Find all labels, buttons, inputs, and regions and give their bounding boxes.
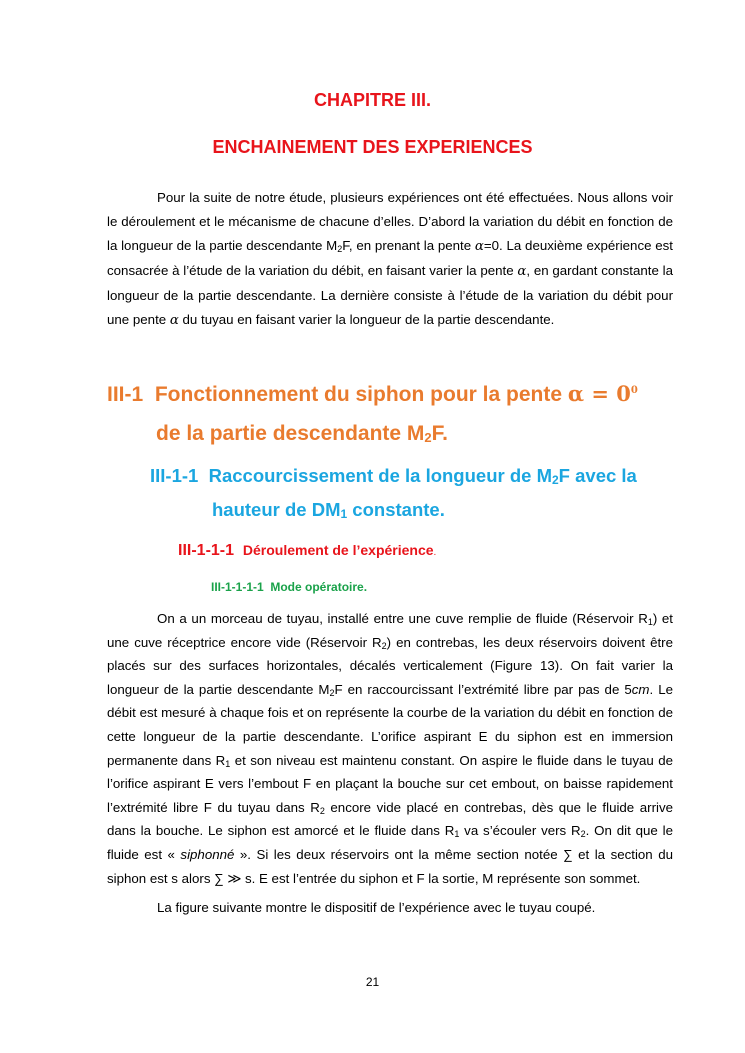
page-number: 21 [365,975,380,989]
body-paragraph: On a un morceau de tuyau, installé entre une cuve remplie de fluide (Réservoir $R_1$) et une cuve réceptrice encore vide (Réservoir $R_2$) en contrebas, les deux réservoirs doivent être placés sur des surfaces horizontales, décalés verticalement (Figure 13). On fait varier la longueur de la partie descendante $M_2F$ en raccourcissant l’extrémité libre par pas de 5cm. Le débit est mesuré à chaque fois et on représente la courbe de la variation du débit en fonction de cette longueur de la partie descendante. L’orifice aspirant E du siphon est en immersion permanente dans $R_1$ et son niveau est maintenu constant. On aspire le fluide dans le tuyau de l’orifice aspirant E vers l’embout F en plaçant la bouche sur cet embout, on baisse rapidement l’extrémité libre F du tuyau dans $R_2$ encore vide placé en contrebas, dès que le fluide arrive dans la bouche. Le siphon est amorcé et le fluide dans $R_1$ va s’écouler vers $R_2$. On dit que le fluide est « siphonné ». Si les deux réservoirs ont la même section notée ∑ et la section du siphon est s alors ∑ ≫ s. E est l’entrée du siphon et F la sortie, M représente son sommet. [107,611,673,886]
section-heading-iii-1-1-1-1: III-1-1-1-1 Mode opératoire. [211,580,368,594]
section-heading-iii-1-1-line2: hauteur de $DM_1$ constante. [212,499,445,521]
intro-paragraph: Pour la suite de notre étude, plusieurs expériences ont été effectuées. Nous allons voir le déroulement et le mécanisme de chacune d’elles. D’abord la variation du débit en fonction de la longueur de la partie descendante $M_2F$, en prenant la pente α=0. La deuxième expérience est consacrée à l’étude de la variation du débit, en faisant varier la pente α, en gardant constante la longueur de la partie descendante. La dernière consiste à l’étude de la variation du débit pour une pente α du tuyau en faisant varier la longueur de la partie descendante. [107,190,673,328]
chapter-title: ENCHAINEMENT DES EXPERIENCES [212,137,533,157]
section-number: III-1 [107,383,144,406]
section-heading-iii-1: III-1 Fonctionnement du siphon pour la pente $\alpha = 0^0$ [107,381,638,406]
section-heading-iii-1-1: III-1-1 Raccourcissement de la longueur de $M_2F$ avec la [150,465,637,487]
chapter-label: CHAPITRE III. [313,90,431,110]
section-heading-iii-1-1-1: III-1-1-1 Déroulement de l’expérience. [178,542,437,559]
section-heading-iii-1-line2: de la partie descendante $M_2F$. [156,422,448,445]
slope-formula: $\alpha = 0^0$ [567,381,638,406]
figure-intro-sentence: La figure suivante montre le dispositif de l’expérience avec le tuyau coupé. [157,900,596,915]
